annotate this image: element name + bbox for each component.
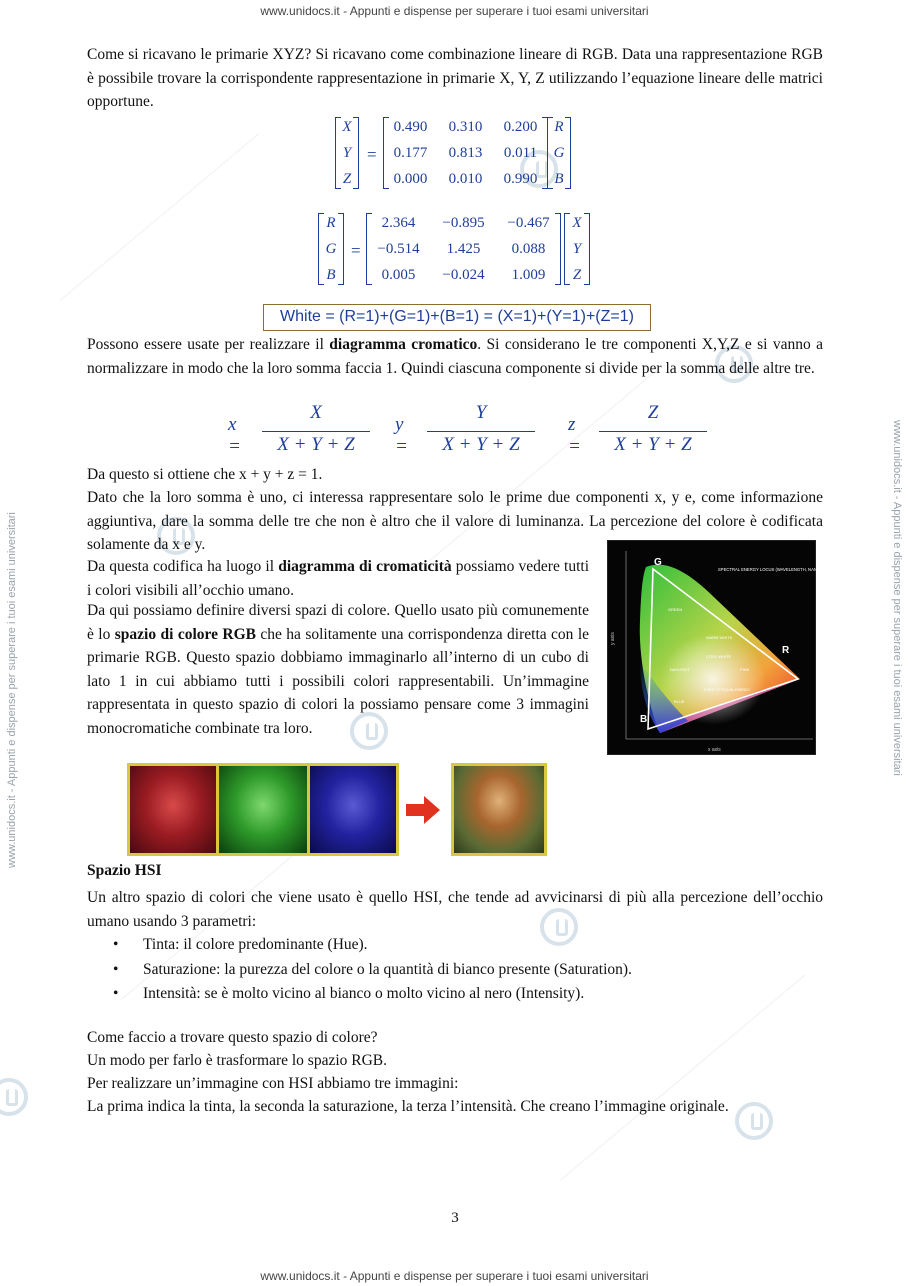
matrix1-rhs-r: R [554, 119, 564, 135]
venus-combined-color-image [451, 763, 547, 856]
unidocs-logo-watermark [0, 1078, 28, 1116]
matrix2-cell: 0.005 [381, 267, 416, 283]
cie-region-green: GREEN [668, 607, 683, 612]
fraction-numerator: Y [475, 402, 487, 423]
cie-region-blue: BLUE [674, 699, 685, 704]
arrow-right-icon [406, 796, 440, 824]
matrix1-coefficients [383, 117, 548, 189]
fraction-denominator: X + Y + Z [277, 434, 355, 455]
hsi-images-description: La prima indica la tinta, la seconda la saturazione, la terza l’intensità. Che creano l’immagine originale. [87, 1098, 729, 1115]
matrix2-rhs-z: Z [572, 267, 582, 283]
matrix2-lhs-b: B [326, 267, 336, 283]
matrix2-equals: = [351, 241, 361, 260]
cie-diagram-svg [608, 541, 839, 756]
section-heading-hsi: Spazio HSI [87, 862, 162, 879]
list-item: • Intensità: se è molto vicino al bianco o molto vicino al nero (Intensity). [113, 982, 632, 1007]
cie-region-pink: PINK [740, 667, 750, 672]
matrix1-cell: 0.000 [393, 171, 428, 187]
cie-y-axis-label: y axis [610, 632, 616, 645]
hsi-three-images: Per realizzare un’immagine con HSI abbiamo tre immagini: [87, 1075, 459, 1092]
matrix-xyz-to-rgb [318, 213, 593, 289]
matrix2-cell: 0.088 [511, 241, 546, 257]
matrix2-lhs [318, 213, 344, 285]
hsi-answer: Un modo per farlo è trasformare lo spazio RGB. [87, 1052, 388, 1069]
fraction-denominator: X + Y + Z [442, 434, 520, 455]
venus-blue-channel-image [307, 763, 399, 856]
matrix1-lhs-y: Y [342, 145, 352, 161]
sum-line: Da questo si ottiene che x + y + z = 1. [87, 466, 323, 483]
bold-term: diagramma di cromaticità [278, 558, 452, 575]
cie-region-daylight: DAYLIGHT [670, 667, 690, 672]
matrix1-rhs-g: G [553, 145, 565, 161]
fraction-numerator: Z [647, 402, 659, 423]
matrix1-cell: 0.990 [503, 171, 538, 187]
cie-label-r: R [782, 645, 790, 656]
matrix1-cell: 0.490 [393, 119, 428, 135]
matrix2-cell: 1.425 [446, 241, 481, 257]
matrix2-lhs-r: R [326, 215, 336, 231]
fraction-denominator: X + Y + Z [614, 434, 692, 455]
fraction-lhs: x = [228, 414, 241, 457]
text-span: possiamo vedere tutti i colori visibili all’occhio umano. [87, 558, 590, 599]
matrix1-cell: 0.200 [503, 119, 538, 135]
footer-watermark[interactable]: www.unidocs.it - Appunti e dispense per superare i tuoi esami universitari [260, 1269, 649, 1283]
cie-chromaticity-diagram [607, 540, 839, 755]
cromatico-paragraph [87, 333, 823, 380]
cie-region-warm-white: WARM WHITE [706, 635, 733, 640]
cie-label-g: G [654, 557, 662, 568]
matrix1-lhs [335, 117, 359, 189]
cromaticita-paragraph [87, 555, 589, 602]
luminanza-paragraph: Dato che la loro somma è uno, ci interessa rappresentare solo le prime due componenti x, y e, come informazione aggiuntiva, dare la somma delle tre che non è altro che il valore di luminanza. La percezione del colore è codificata solamente da x e y. [87, 489, 823, 553]
header-watermark[interactable]: www.unidocs.it - Appunti e dispense per superare i tuoi esami universitari [260, 4, 649, 18]
matrix1-lhs-z: Z [342, 171, 352, 187]
text-span: . Si considerano le tre componenti X,Y,Z e si vanno a normalizzare in modo che la loro somma faccia 1. Quindi ciascuna componente si divide per la somma delle altre tre. [87, 336, 823, 377]
matrix2-cell: 2.364 [381, 215, 416, 231]
matrix1-cell: 0.010 [448, 171, 483, 187]
list-item: • Saturazione: la purezza del colore o la quantità di bianco presente (Saturation). [113, 958, 632, 983]
side-watermark-left: www.unidocs.it - Appunti e dispense per superare i tuoi esami universitari [6, 512, 18, 868]
matrix2-cell: −0.024 [442, 267, 485, 283]
fraction-lhs: z = [568, 414, 581, 457]
text-span: Possono essere usate per realizzare il [87, 336, 330, 353]
side-watermark-right: www.unidocs.it - Appunti e dispense per superare i tuoi esami universitari [891, 420, 903, 776]
page-number: 3 [451, 1210, 459, 1226]
matrix1-equals: = [367, 145, 377, 164]
venus-red-channel-image [127, 763, 219, 856]
matrix1-cell: 0.813 [448, 145, 483, 161]
matrix1-lhs-x: X [342, 119, 352, 135]
text-span: che ha solitamente una corrispondenza diretta con le primarie RGB. Questo spazio dobbiamo immaginarlo all’interno di un cubo di lato 1 in cui abbiamo tutti i possibili colori rappresentabili. Un’immagine rappresentata in questo spazio di colori la possiamo pensare come 3 immagini monocromatiche combinate tra loro. [87, 625, 590, 737]
matrix2-cell: 1.009 [511, 267, 546, 283]
matrix1-rhs [547, 117, 571, 189]
fraction-lhs: y = [395, 414, 408, 457]
cie-region-equal-energy: POINT OF EQUAL ENERGY [704, 688, 751, 692]
matrix2-cell: −0.514 [377, 241, 420, 257]
hsi-intro: Un altro spazio di colori che viene usato è quello HSI, che tende ad avvicinarsi di più alla percezione dell’occhio umano usando 3 parametri: [87, 889, 823, 930]
bold-term: diagramma cromatico [329, 336, 478, 353]
intro-paragraph: Come si ricavano le primarie XYZ? Si ricavano come combinazione lineare di RGB. Data una rappresentazione RGB è possibile trovare la corrispondente rappresentazione in primarie X, Y, Z utilizzando l’equazione lineare delle matrici opportune. [87, 46, 823, 110]
text-span: Da questa codifica ha luogo il [87, 558, 279, 575]
matrix2-rhs-x: X [572, 215, 582, 231]
matrix-rgb-to-xyz [335, 117, 575, 193]
matrix1-cell: 0.310 [448, 119, 483, 135]
bold-term: spazio di colore RGB [114, 625, 256, 643]
rgb-space-paragraph [87, 599, 589, 740]
hsi-parameter-list [113, 933, 632, 1007]
cie-label-b: B [640, 714, 648, 725]
hsi-question: Come faccio a trovare questo spazio di colore? [87, 1029, 378, 1046]
matrix1-cell: 0.011 [503, 145, 538, 161]
cie-x-axis-label: x axis [708, 747, 721, 753]
text-span: Da qui possiamo definire diversi spazi di colore. Quello usato più comunemente è lo [87, 602, 589, 643]
cie-locus-label: SPECTRAL ENERGY LOCUS (WAVELENGTH, NANOMETERS) [718, 567, 839, 572]
matrix1-cell: 0.177 [393, 145, 428, 161]
fraction-numerator: X [310, 402, 322, 423]
cie-region-cool-white: COOL WHITE [706, 654, 732, 659]
list-item: • Tinta: il colore predominante (Hue). [113, 933, 632, 958]
matrix2-rhs [564, 213, 590, 285]
venus-green-channel-image [216, 763, 310, 856]
matrix2-coefficients [366, 213, 561, 285]
white-equation-box: White = (R=1)+(G=1)+(B=1) = (X=1)+(Y=1)+(Z=1) [263, 304, 651, 331]
matrix2-cell: −0.895 [442, 215, 485, 231]
matrix1-rhs-b: B [554, 171, 564, 187]
matrix2-cell: −0.467 [507, 215, 550, 231]
matrix2-lhs-g: G [325, 241, 337, 257]
matrix2-rhs-y: Y [572, 241, 582, 257]
